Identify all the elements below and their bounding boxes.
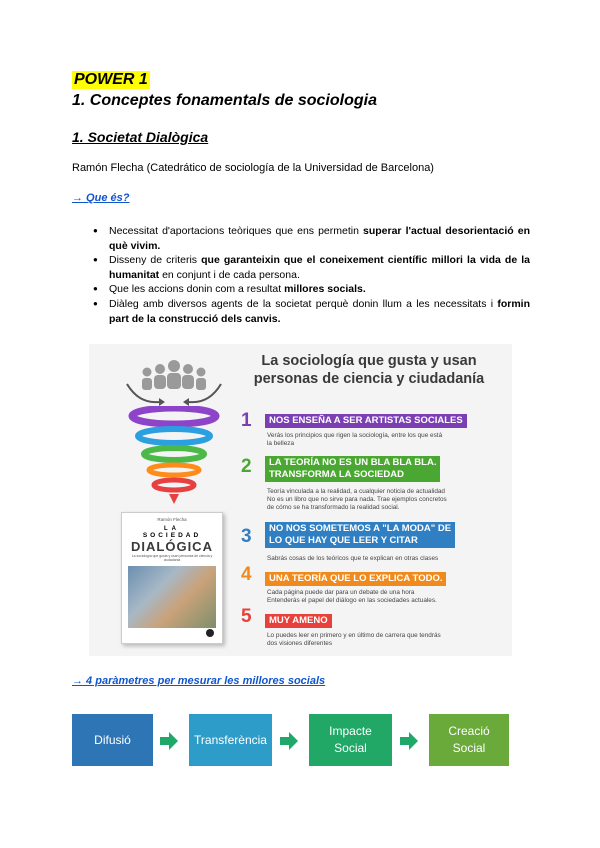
point-number: 3 (241, 526, 252, 547)
flow-step-transferencia: Transferència (189, 714, 272, 766)
book-title-line3: DIALÓGICA (131, 539, 213, 554)
point-description: Sabrás cosas de los teóricos que te explican en otras clases (267, 555, 439, 562)
point-title: NOS ENSEÑA A SER ARTISTAS SOCIALES (265, 414, 467, 428)
point-number: 5 (241, 606, 252, 627)
power-label: POWER 1 (74, 71, 148, 88)
flow-step-difusio: Difusió (72, 714, 153, 766)
point-description: Verás los principios que rigen la sociología, entre los que está la belleza (267, 432, 443, 448)
book-author: Ramón Flecha (157, 517, 187, 522)
infographic-title: La sociología que gusta y usan personas de ciencia y ciudadanía (253, 353, 485, 387)
author-line: Ramón Flecha (Catedrático de sociología de la Universidad de Barcelona) (72, 162, 434, 174)
point-title: UNA TEORÍA QUE LO EXPLICA TODO. (265, 572, 446, 586)
point-title: MUY AMENO (265, 614, 332, 628)
book-photo (128, 566, 216, 628)
section-title: 1. Conceptes fonamentals de sociologia (72, 92, 377, 109)
point-title: LA TEORÍA NO ES UN BLA BLA BLA. TRANSFORMA LA SOCIEDAD (265, 456, 440, 482)
arrow-right-icon (280, 732, 298, 750)
subsection-title: 1. Societat Dialògica (72, 129, 209, 145)
funnel-icon (124, 406, 224, 516)
book-title-line1: LA (164, 526, 180, 532)
flow-step-impacte-social: Impacte Social (309, 714, 392, 766)
people-group-icon (119, 354, 229, 414)
bullet-list (93, 224, 530, 326)
flow-step-creacio-social: Creació Social (429, 714, 509, 766)
point-number: 4 (241, 564, 252, 585)
arrow-right-icon (400, 732, 418, 750)
book-subtitle: La sociología que gusta y usan personas de ciencia y ciudadanía (131, 554, 213, 562)
list-item: ● Diàleg amb diversos agents de la societat perquè donin llum a les necessitats i formin part de la construcció dels canvis. (93, 297, 530, 326)
parametres-link[interactable]: → 4 paràmetres per mesurar les millores socials (72, 675, 326, 687)
point-description: Teoría vinculada a la realidad, a cualquier noticia de actualidad No es un libro que no sirve para nada. Trae ejemplos concretos de cómo se ha transformado la realidad social. (267, 488, 447, 512)
list-item: ● Necessitat d'aportacions teòriques que ens permetin superar l'actual desorientació en què vivim. (93, 224, 530, 253)
point-number: 2 (241, 456, 252, 477)
point-title: NO NOS SOMETEMOS A "LA MODA" DE LO QUE HAY QUE LEER Y CITAR (265, 522, 455, 548)
arrow-right-icon (160, 732, 178, 750)
book-cover (121, 512, 223, 644)
point-description: Cada página puede dar para un debate de una hora Entenderás el papel del diálogo en las sociedades actuales. (267, 589, 437, 605)
point-description: Lo puedes leer en primero y en último de carrera que tendrás dos visiones diferentes (267, 632, 441, 648)
infographic-image (89, 344, 512, 656)
que-es-link[interactable]: → Que és? (72, 192, 130, 204)
publisher-logo (206, 629, 214, 637)
point-number: 1 (241, 410, 252, 431)
list-item: ● Que les accions donin com a resultat millores socials. (93, 282, 530, 297)
book-title-line2: SOCIEDAD (142, 532, 202, 539)
list-item: ● Disseny de criteris que garanteixin que el coneixement científic millori la vida de la humanitat en conjunt i de cada persona. (93, 253, 530, 282)
